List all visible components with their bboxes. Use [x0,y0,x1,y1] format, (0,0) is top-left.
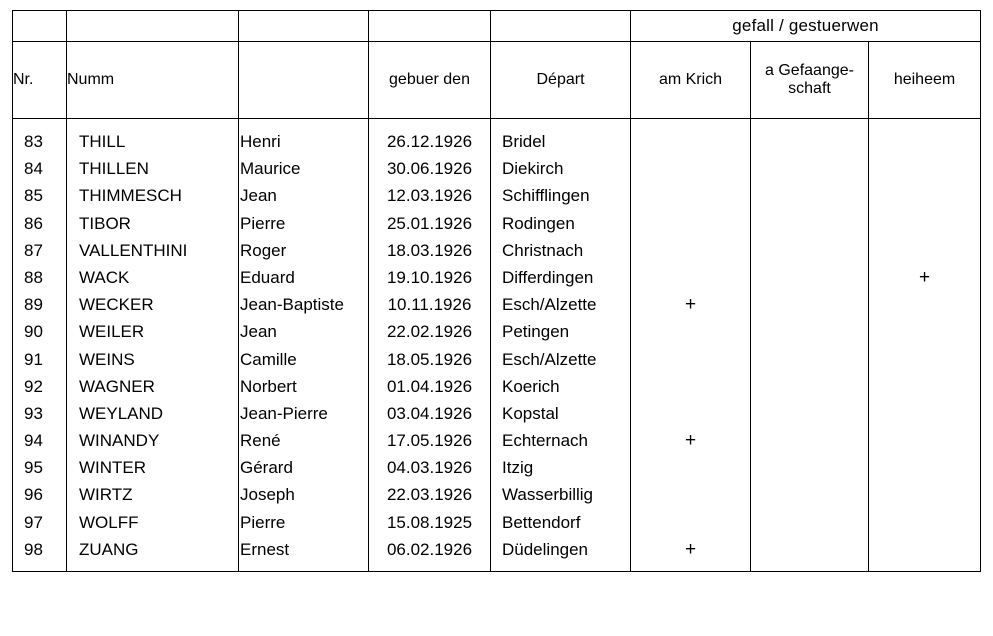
column-am-krich [631,119,751,572]
cell-mark-krich [631,318,750,345]
cell-mark-heiheem [869,427,980,454]
cell-surname: ZUANG [79,539,139,559]
header-spacer-born [369,11,491,42]
cell-mark-krich [631,454,750,481]
column-heiheem [869,119,981,572]
cell-nr: 93 [24,403,43,423]
cell-surname: WEINS [79,349,135,369]
cell-mark-krich [631,182,750,209]
cell-surname: WIRTZ [79,485,133,505]
column-gefaangeschaft [751,119,869,572]
header-spacer-nr [13,11,67,42]
cell-nr: 97 [24,512,43,532]
cell-nr: 94 [24,431,43,451]
cell-firstname: Jean [240,186,277,206]
column-numm [67,119,239,572]
cell-mark-krich: + [684,430,697,452]
cell-depart: Echternach [502,431,588,451]
header-gebuer-den: gebuer den [369,42,491,119]
cell-depart: Kopstal [502,403,559,423]
header-row-columns [13,42,981,119]
cell-mark-gefaangeschaft [751,182,868,209]
cell-surname: THIMMESCH [79,186,182,206]
cell-surname: WINTER [79,458,147,478]
cell-mark-krich [631,155,750,182]
cell-surname: TIBOR [79,213,131,233]
cell-mark-krich [631,210,750,237]
cell-depart: Itzig [502,458,534,478]
cell-birthdate: 22.02.1926 [386,322,473,342]
cell-mark-gefaangeschaft [751,237,868,264]
cell-firstname: Roger [240,240,287,260]
header-gefaangeschaft [751,42,869,119]
column-gebuer-den [369,119,491,572]
cell-depart: Bettendorf [502,512,581,532]
cell-mark-gefaangeschaft [751,536,868,563]
cell-mark-krich [631,373,750,400]
cell-firstname: Maurice [240,159,301,179]
cell-firstname: Pierre [240,213,286,233]
cell-firstname: Norbert [240,376,297,396]
cell-mark-heiheem [869,291,980,318]
cell-mark-krich [631,400,750,427]
cell-surname: VALLENTHINI [79,240,188,260]
column-firstname [239,119,369,572]
cell-mark-krich: + [684,294,697,316]
cell-birthdate: 15.08.1925 [386,512,473,532]
cell-birthdate: 30.06.1926 [386,159,473,179]
cell-nr: 92 [24,376,43,396]
cell-birthdate: 26.12.1926 [386,132,473,151]
cell-mark-krich [631,237,750,264]
cell-mark-heiheem: + [918,266,931,288]
header-row-group [13,11,981,42]
cell-mark-gefaangeschaft [751,427,868,454]
cell-mark-gefaangeschaft [751,346,868,373]
cell-birthdate: 25.01.1926 [386,213,473,233]
cell-surname: THILLEN [79,159,149,179]
header-am-krich: am Krich [631,42,751,119]
header-firstname [239,42,369,119]
casualty-register-table [12,10,981,572]
cell-mark-gefaangeschaft [751,454,868,481]
cell-depart: Koerich [502,376,560,396]
cell-birthdate: 17.05.1926 [386,431,473,451]
cell-mark-gefaangeschaft [751,291,868,318]
cell-mark-heiheem [869,454,980,481]
cell-mark-heiheem [869,481,980,508]
cell-birthdate: 03.04.1926 [386,403,473,423]
cell-depart: Rodingen [502,213,575,233]
cell-firstname: Henri [240,132,281,151]
cell-nr: 96 [24,485,43,505]
cell-birthdate: 19.10.1926 [386,267,473,287]
cell-mark-krich [631,264,750,291]
header-group-gefall-gestuerwen: gefall / gestuerwen [631,11,981,42]
cell-nr: 83 [24,132,43,151]
header-spacer-firstname [239,11,369,42]
cell-mark-heiheem [869,373,980,400]
cell-mark-heiheem [869,509,980,536]
cell-nr: 86 [24,213,43,233]
cell-mark-heiheem [869,210,980,237]
cell-surname: THILL [79,132,126,151]
cell-nr: 98 [24,539,43,559]
cell-mark-gefaangeschaft [751,128,868,155]
header-numm: Numm [67,42,239,119]
cell-mark-krich [631,509,750,536]
cell-mark-heiheem [869,237,980,264]
cell-mark-krich: + [684,538,697,560]
cell-mark-krich [631,481,750,508]
cell-depart: Differdingen [502,267,594,287]
cell-firstname: Pierre [240,512,286,532]
cell-mark-gefaangeschaft [751,318,868,345]
cell-birthdate: 18.03.1926 [386,240,473,260]
cell-depart: Christnach [502,240,584,260]
cell-depart: Diekirch [502,159,564,179]
cell-birthdate: 01.04.1926 [386,376,473,396]
cell-nr: 85 [24,186,43,206]
cell-depart: Esch/Alzette [502,295,597,315]
cell-birthdate: 10.11.1926 [387,295,472,315]
register-sheet [12,10,980,595]
cell-depart: Petingen [502,322,570,342]
cell-surname: WECKER [79,295,154,315]
cell-mark-gefaangeschaft [751,210,868,237]
cell-mark-gefaangeschaft [751,373,868,400]
header-gefaangeschaft-line1: a Gefaange- [765,61,854,79]
cell-mark-gefaangeschaft [751,264,868,291]
header-nr: Nr. [13,42,67,119]
cell-nr: 89 [24,295,43,315]
header-heiheem: heiheem [869,42,981,119]
cell-firstname: Jean [240,322,277,342]
cell-firstname: Jean-Baptiste [240,295,344,315]
cell-nr: 88 [24,267,43,287]
cell-mark-heiheem [869,400,980,427]
cell-mark-heiheem [869,128,980,155]
cell-firstname: Joseph [240,485,295,505]
table-header [13,11,981,119]
header-spacer-depart [491,11,631,42]
column-nr [13,119,67,572]
cell-depart: Schifflingen [502,186,590,206]
cell-firstname: Ernest [240,539,290,559]
cell-birthdate: 04.03.1926 [386,458,473,478]
cell-surname: WOLFF [79,512,139,532]
cell-firstname: Camille [240,349,297,369]
cell-birthdate: 18.05.1926 [386,349,473,369]
cell-mark-krich [631,128,750,155]
cell-birthdate: 06.02.1926 [386,539,473,559]
cell-mark-heiheem [869,346,980,373]
cell-depart: Bridel [502,132,546,151]
header-gefaangeschaft-line2: schaft [788,80,831,97]
cell-depart: Esch/Alzette [502,349,597,369]
cell-birthdate: 12.03.1926 [386,186,473,206]
column-depart [491,119,631,572]
cell-surname: WEYLAND [79,403,164,423]
cell-depart: Wasserbillig [502,485,594,505]
header-depart: Départ [491,42,631,119]
cell-mark-gefaangeschaft [751,155,868,182]
cell-mark-heiheem [869,536,980,563]
cell-mark-heiheem [869,182,980,209]
cell-nr: 84 [24,159,43,179]
cell-mark-heiheem [869,155,980,182]
cell-surname: WAGNER [79,376,155,396]
cell-mark-krich [631,346,750,373]
cell-firstname: René [240,431,281,451]
cell-surname: WINANDY [79,431,160,451]
header-spacer-numm [67,11,239,42]
cell-mark-heiheem [869,318,980,345]
cell-firstname: Eduard [240,267,295,287]
cell-surname: WACK [79,267,130,287]
cell-nr: 91 [24,349,43,369]
cell-mark-gefaangeschaft [751,481,868,508]
table-body [13,119,981,572]
cell-firstname: Gérard [240,458,293,478]
table-body-row [13,119,981,572]
cell-mark-gefaangeschaft [751,509,868,536]
cell-nr: 95 [24,458,43,478]
cell-mark-gefaangeschaft [751,400,868,427]
cell-surname: WEILER [79,322,145,342]
cell-nr: 90 [24,322,43,342]
cell-firstname: Jean-Pierre [240,403,328,423]
cell-depart: Düdelingen [502,539,589,559]
cell-birthdate: 22.03.1926 [386,485,473,505]
cell-nr: 87 [24,240,43,260]
